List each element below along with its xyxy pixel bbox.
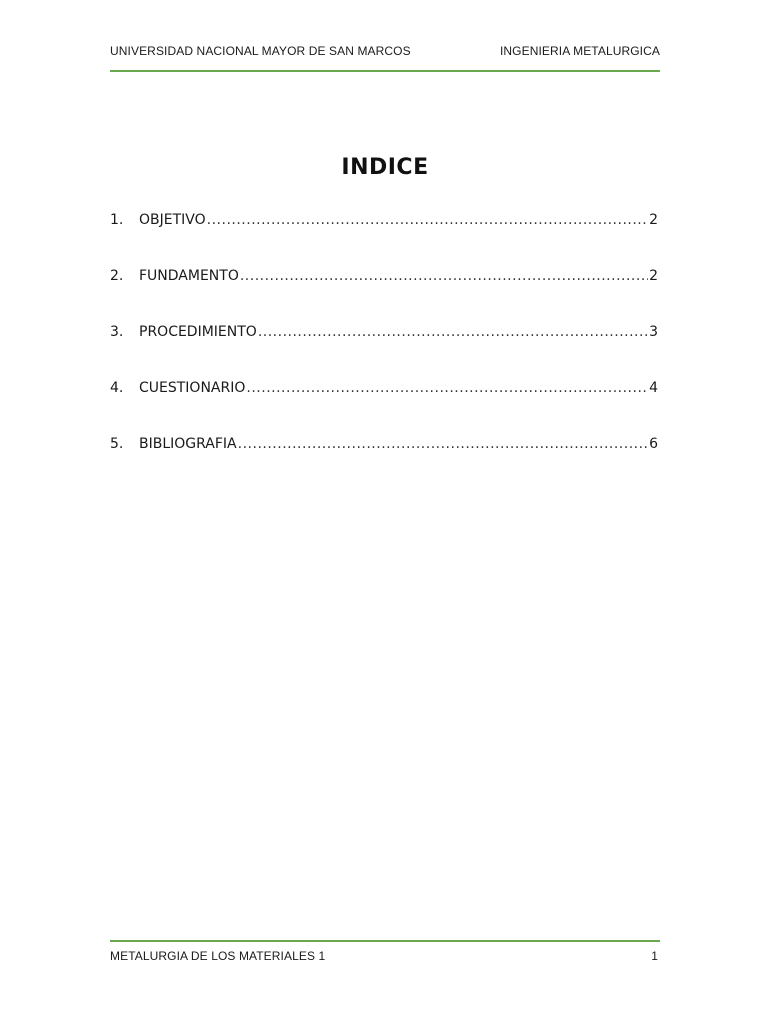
toc-entry-number: 3. bbox=[110, 324, 124, 340]
footer-course-title: METALURGIA DE LOS MATERIALES 1 bbox=[110, 949, 326, 963]
toc-entry-number: 2. bbox=[110, 268, 124, 284]
page-footer bbox=[110, 940, 660, 970]
table-of-contents bbox=[110, 212, 660, 492]
toc-entry-number: 1. bbox=[110, 212, 124, 228]
toc-entry-page: 3 bbox=[649, 324, 658, 340]
header-department: INGENIERIA METALURGICA bbox=[499, 44, 660, 58]
toc-entry-number: 4. bbox=[110, 380, 124, 396]
toc-entry-page: 2 bbox=[649, 212, 658, 228]
toc-entry-cuestionario[interactable] bbox=[110, 380, 660, 436]
toc-dot-leader bbox=[258, 324, 648, 340]
toc-entry-bibliografia[interactable] bbox=[110, 436, 660, 492]
toc-entry-label: CUESTIONARIO bbox=[139, 380, 246, 396]
header-university: UNIVERSIDAD NACIONAL MAYOR DE SAN MARCOS bbox=[110, 44, 411, 58]
footer-page-number: 1 bbox=[651, 949, 658, 963]
toc-dot-leader bbox=[238, 436, 648, 452]
toc-entry-page: 2 bbox=[649, 268, 658, 284]
toc-dot-leader bbox=[240, 268, 648, 284]
footer-divider bbox=[110, 940, 660, 942]
toc-entry-number: 5. bbox=[110, 436, 124, 452]
toc-entry-label: BIBLIOGRAFIA bbox=[139, 436, 237, 452]
toc-entry-label: OBJETIVO bbox=[139, 212, 206, 228]
toc-entry-fundamento[interactable] bbox=[110, 268, 660, 324]
page-title: INDICE bbox=[341, 155, 429, 180]
toc-entry-label: PROCEDIMIENTO bbox=[139, 324, 257, 340]
toc-entry-objetivo[interactable] bbox=[110, 212, 660, 268]
toc-entry-page: 4 bbox=[649, 380, 658, 396]
toc-entry-label: FUNDAMENTO bbox=[139, 268, 239, 284]
header-divider bbox=[110, 70, 660, 72]
page-header bbox=[110, 42, 660, 72]
toc-entry-procedimiento[interactable] bbox=[110, 324, 660, 380]
toc-dot-leader bbox=[207, 212, 648, 228]
toc-entry-page: 6 bbox=[649, 436, 658, 452]
toc-dot-leader bbox=[246, 380, 648, 396]
